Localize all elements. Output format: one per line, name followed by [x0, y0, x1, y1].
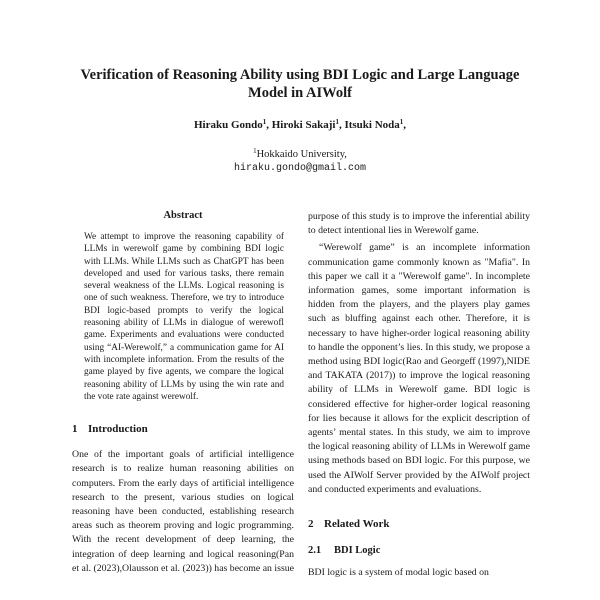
subsection-number: 2.1 — [308, 545, 322, 557]
related-work-text: BDI logic is a system of modal logic based on — [308, 567, 489, 579]
subsection-title: BDI Logic — [334, 545, 381, 557]
author-sup: 1 — [262, 118, 267, 126]
affiliation-sup: 1 — [253, 147, 257, 155]
paper-title: Verification of Reasoning Ability using BDI Logic and Large Language Model in AIWolf — [80, 67, 520, 101]
left-column — [72, 210, 294, 576]
author-name: Itsuki Noda — [344, 119, 400, 131]
affiliation-block — [60, 148, 540, 176]
author-email: hiraku.gondo@gmail.com — [233, 163, 367, 174]
affiliation-name: Hokkaido University, — [256, 149, 347, 160]
section-title: Introduction — [88, 423, 148, 436]
section-number: 2 — [308, 518, 314, 531]
author-sup: 1 — [399, 118, 404, 126]
section-heading-introduction — [72, 422, 294, 436]
section-heading-related-work — [308, 517, 530, 531]
body-paragraph: “Werewolf game” is an incomplete information communication game commonly known as "Mafia". In this paper we call it a "Werewolf game". In incomplete information games, some important information is hidden from the players, and the players play games such as bluffing against each other. Therefore, it is necessary to have higher-order logical reasoning ability to handle the opponent’s lies. In this study, we propose a method using BDI logic(Rao and Georgeff (1997),NIDE and TAKATA (2017)) to improve the logical reasoning ability of LLMs in Werewolf game. BDI logic is considered effective for higher-order logical reasoning for lies because it allows for the explicit description of agents’ mental states. In this study, we aim to improve the logical reasoning ability of LLMs in Werewolf game using methods based on BDI logic. For this purpose, we used the AIWolf Server provided by the AIWolf project and conducted experiments and evaluations. — [308, 242, 530, 495]
right-column — [308, 210, 530, 580]
author-list: Hiraku Gondo$^1$, Hiroki Sakaji$^1$, Itsuki Noda$^1$, — [193, 118, 407, 131]
author-sup: 1 — [335, 118, 339, 126]
abstract-heading: Abstract — [163, 210, 203, 221]
introduction-text: One of the important goals of artificial intelligence research is to realize human reasoning abilities on computers. From the early days of artificial intelligence research to the present, various studies on logical reasoning have been conducted, establishing research areas such as theorem proving and logic programming. With the recent development of deep learning, the integration of deep learning and logical reasoning(Pan et al. (2023),Olausson et al. (2023)) has become an issue — [72, 449, 294, 574]
abstract-text: We attempt to improve the reasoning capability of LLMs in werewolf game by combining BDI logic with LLMs. While LLMs such as ChatGPT has been developed and used for various tasks, there remain several weakness of the LLMs. Logical reasoning is one of such weakness. Therefore, we try to introduce BDI logic-based prompts to verify the logical reasoning ability of LLMs in dialogue of werewofl game. Experiments and evaluations were conducted using “AI-Werewolf,” a communication game for AI with incomplete information. From the results of the game played by five agents, we compare the logical reasoning ability of LLMs by using the win rate and the vote rate against werewolf. — [84, 232, 284, 402]
author-name: Hiraku Gondo — [193, 119, 263, 131]
body-paragraph: purpose of this study is to improve the inferential ability to detect intentional lies in Werewolf game. — [308, 211, 530, 237]
section-number: 1 — [72, 423, 78, 436]
section-title: Related Work — [324, 518, 390, 531]
author-name: Hiroki Sakaji — [271, 119, 336, 131]
subsection-heading-bdi-logic — [308, 544, 530, 558]
